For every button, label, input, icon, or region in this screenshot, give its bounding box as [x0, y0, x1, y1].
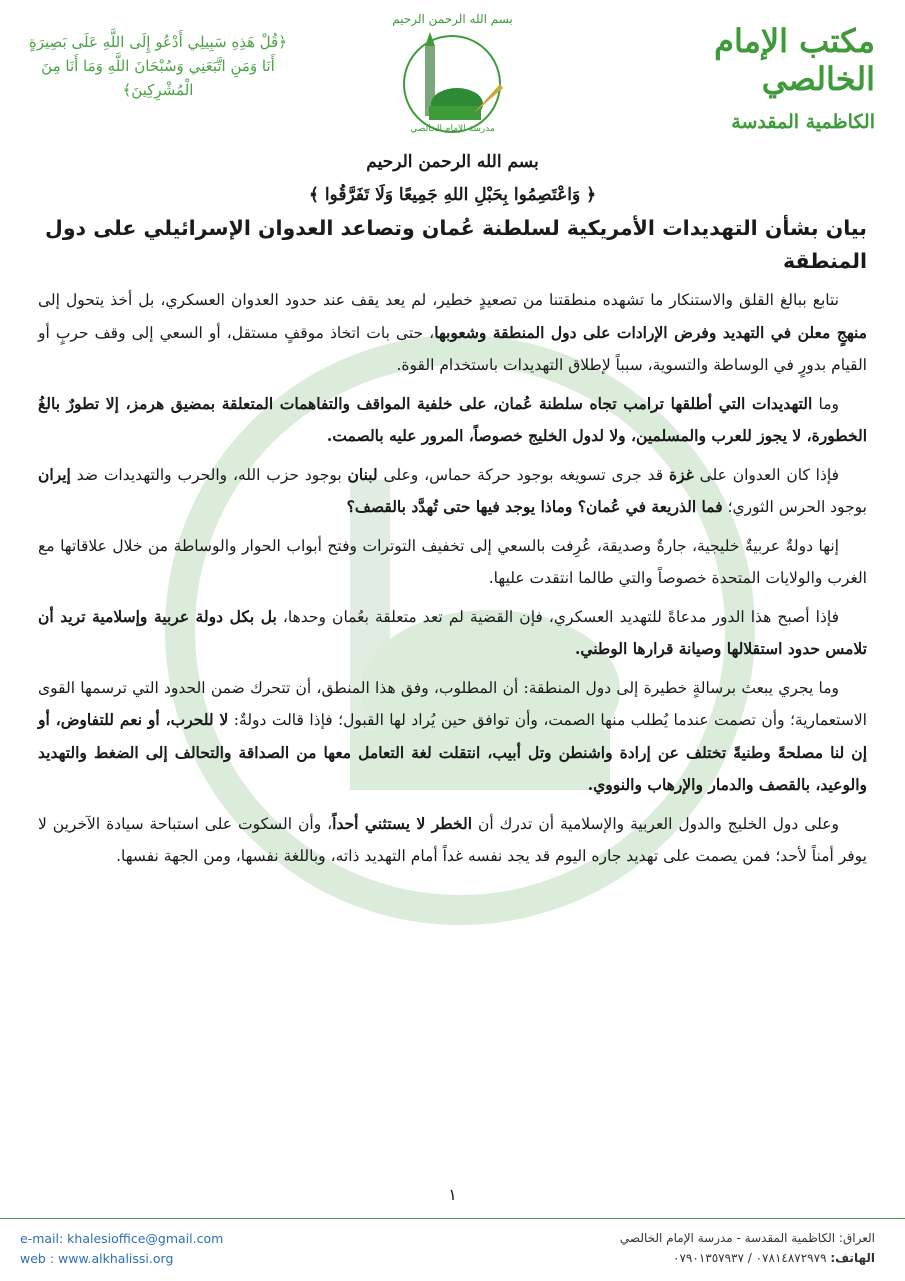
statement-body	[38, 148, 867, 879]
office-brand	[645, 22, 875, 133]
paragraph: إنها دولةٌ عربيةٌ خليجية، جارةٌ وصديقة، عُرِفت بالسعي إلى تخفيف التوترات وفتح أبواب الحوار والوساطة من خلال علاقاتها مع الغرب والولايات المتحدة خصوصاً والتي طالما انتقدت عليها.	[38, 536, 867, 587]
page-number: ١	[448, 1185, 457, 1204]
statement-title: بيان بشأن التهديدات الأمريكية لسلطنة عُمان وتصاعد العدوان الإسرائيلي على دول المنطقة	[45, 216, 867, 273]
address-text: العراق: الكاظمية المقدسة - مدرسة الإمام الخالصي	[619, 1231, 875, 1245]
brand-name: مكتب الإمام الخالصي	[714, 22, 875, 99]
footer-address	[620, 1228, 875, 1268]
logo-basmala: بسم الله الرحمن الرحيم	[392, 12, 513, 26]
phone-line	[620, 1248, 875, 1268]
logo-caption: مدرسة الإمام الخالصي	[410, 124, 495, 134]
paragraph: فإذا كان العدوان على غزة قد جرى تسويغه بوجود حركة حماس، وعلى لبنان بوجود حزب الله، والحرب والتهديدات ضد إيران بوجود الحرس الثوري؛ فما الذريعة في عُمان؟ وماذا يوجد فيها حتى تُهدَّد بالقصف؟	[38, 464, 867, 516]
basmala: بسم الله الرحمن الرحيم	[366, 152, 539, 172]
footer-contacts	[20, 1229, 223, 1269]
website-link[interactable]: web : www.alkhalissi.org	[20, 1251, 174, 1266]
header-quran-quote: ﴿قُلْ هَذِهِ سَبِيلِي أَدْعُو إِلَى اللَّهِ عَلَى بَصِيرَةٍ أَنَا وَمَنِ اتَّبَعَنِي وَسُبْحَانَ اللَّهِ وَمَا أَنَا مِنَ الْمُشْرِكِينَ﴾	[28, 33, 288, 99]
phone-numbers: ٠٧٨١٤٨٧٢٩٧٩ / ٠٧٩٠١٣٥٧٩٣٧	[673, 1251, 827, 1265]
email-link[interactable]: e-mail: khalesioffice@gmail.com	[20, 1231, 224, 1246]
brand-city: الكاظمية المقدسة	[731, 110, 875, 133]
page-footer	[0, 1218, 905, 1281]
paragraph: نتابع ببالغ القلق والاستنكار ما تشهده منطقتنا من تصعيدٍ خطير، لم يعد يقف عند حدود العدوان العسكري، بل أخذ يتحول إلى منهجٍ معلن في التهديد وفرض الإرادات على دول المنطقة وشعوبها، حتى بات اتخاذ موقفٍ مستقل، أو السعي إلى وقف حربٍ أو القيام بدورٍ في الوساطة والتسوية، سبباً لإطلاق التهديدات باستخدام القوة.	[38, 291, 867, 374]
paragraph: وعلى دول الخليج والدول العربية والإسلامية أن تدرك أن الخطر لا يستثني أحداً، وأن السكوت على استباحة سيادة الآخرين لا يوفر أمناً لأحد؛ فمن يصمت على تهديد جاره اليوم قد يجد نفسه غداً أمام التهديد ذاته، وباللغة نفسها، ومن الجهة نفسها.	[38, 813, 867, 865]
school-logo	[385, 14, 520, 139]
paragraph: فإذا أصبح هذا الدور مدعاةً للتهديد العسكري، فإن القضية لم تعد متعلقة بعُمان وحدها، بل بكل دولة عربية وإسلامية تريد أن تلامس حدود استقلالها وصيانة قرارها الوطني.	[38, 606, 867, 658]
phone-label: الهاتف:	[830, 1251, 875, 1265]
opening-verse: ﴿ وَاعْتَصِمُوا بِحَبْلِ اللهِ جَمِيعًا وَلَا تَفَرَّقُوا ﴾	[308, 185, 597, 205]
paragraph: وما التهديدات التي أطلقها ترامب تجاه سلطنة عُمان، على خلفية المواقف والتفاهمات المتعلقة بمضيق هرمز، إلا تطورٌ بالغُ الخطورة، لا يجوز للعرب والمسلمين، ولا لدول الخليج خصوصاً، المرور عليه بالصمت.	[38, 393, 867, 445]
paragraph: وما يجري يبعث برسالةٍ خطيرة إلى دول المنطقة: أن المطلوب، وفق هذا المنطق، أن تتحرك ضمن الحدود التي ترسمها القوى الاستعمارية؛ وأن تصمت عندما يُطلب منها الصمت، وأن توافق حين يُراد لها القبول؛ فإذا قالت دولةٌ: لا للحرب، أو نعم للتفاوض، أو إن لنا مصلحةً وطنيةً تختلف عن إرادة واشنطن وتل أبيب، انتقلت لغة التعامل معها من الصداقة والتحالف إلى الضغط والتهديد والوعيد، بالقصف والدمار والإرهاب والنووي.	[38, 678, 867, 794]
